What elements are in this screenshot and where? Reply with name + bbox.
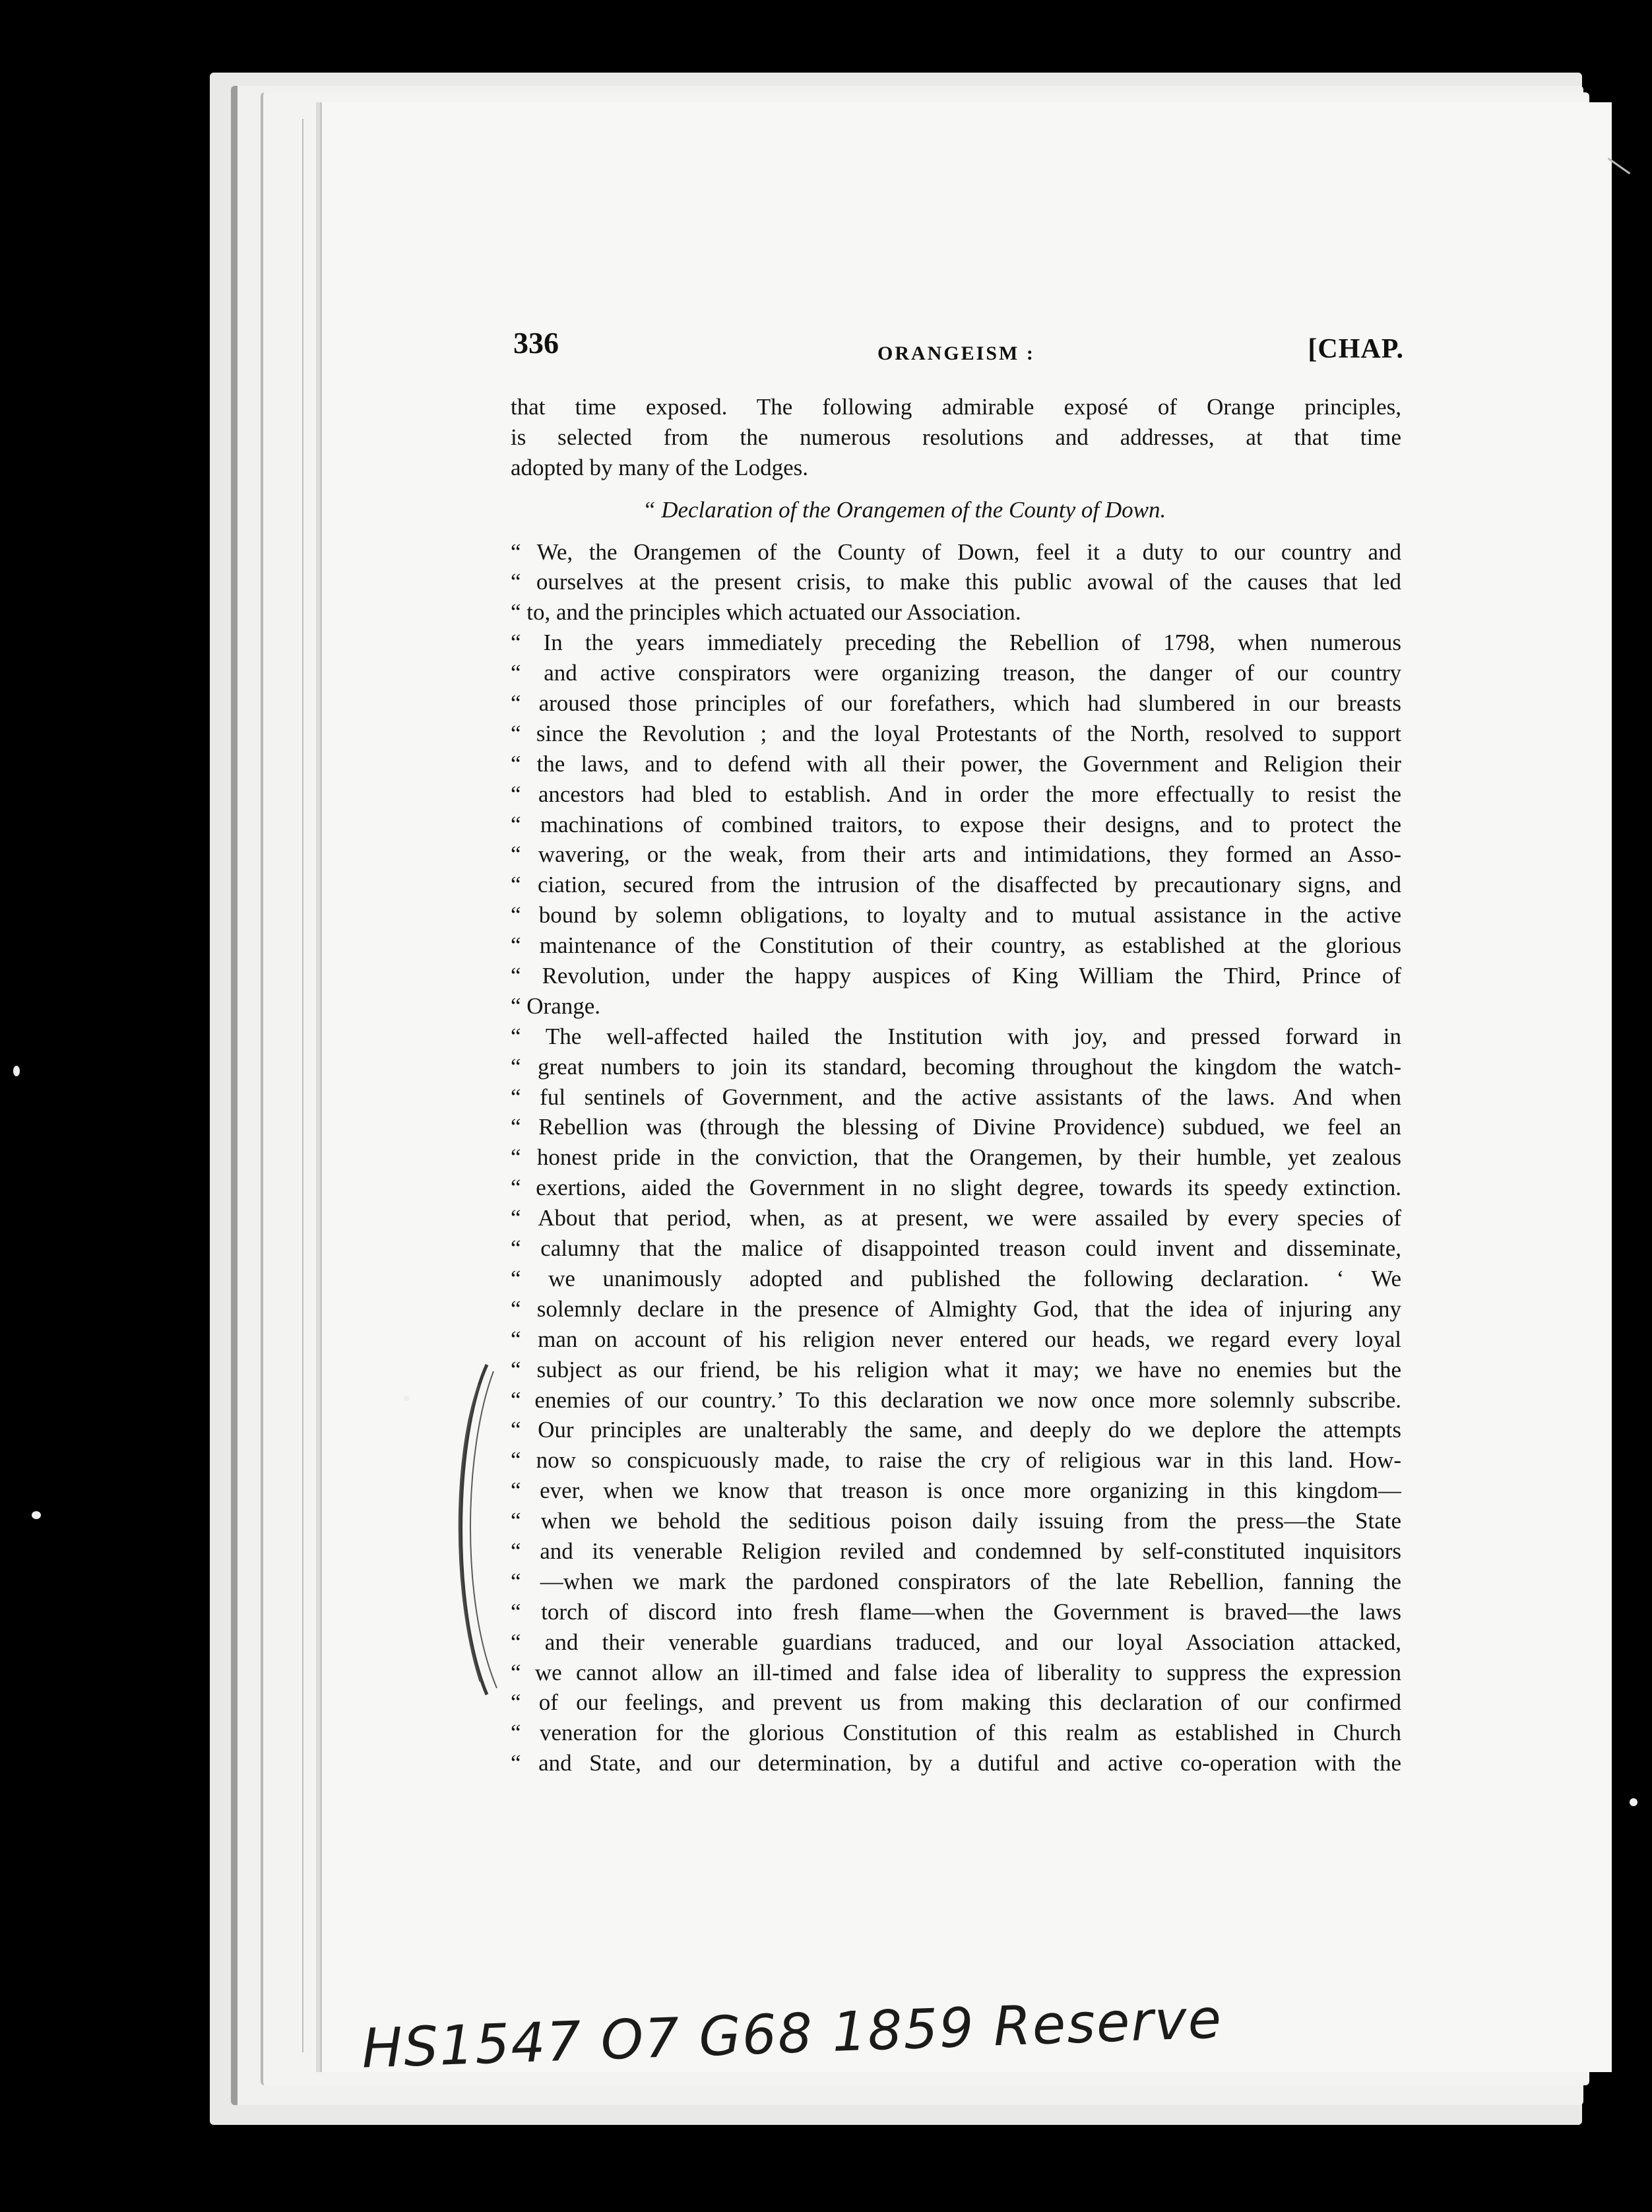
text-line: “ ciation, secured from the intrusion of the disaffected by precautionary signs, and <box>511 872 1401 898</box>
text-line: “ veneration for the glorious Constitution of this realm as established in Church <box>511 1720 1401 1746</box>
text-line: “ We, the Orangemen of the County of Down, feel it a duty to our country and <box>511 538 1401 565</box>
text-line: “ Orange. <box>511 992 601 1019</box>
text-line: “ and their venerable guardians traduced, and our loyal Association attacked, <box>511 1629 1401 1655</box>
text-line: “ great numbers to join its standard, becoming throughout the kingdom the watch- <box>511 1053 1401 1080</box>
text-line: “ torch of discord into fresh flame—when the Government is braved—the laws <box>511 1598 1401 1625</box>
text-line: adopted by many of the Lodges. <box>511 454 809 480</box>
text-line: “ to, and the principles which actuated our Association. <box>511 599 1021 626</box>
chapter-marker: [CHAP. <box>1308 334 1404 364</box>
text-line: “ man on account of his religion never entered our heads, we regard every loyal <box>511 1326 1401 1352</box>
text-line: “ Revolution, under the happy auspices of King William the Third, Prince of <box>511 963 1401 989</box>
text-line: “ About that period, when, as at present, we were assailed by every species of <box>511 1205 1401 1231</box>
text-line: is selected from the numerous resolutions and addresses, at that time <box>511 424 1401 450</box>
body-text <box>511 392 1401 1778</box>
text-line: “ enemies of our country.’ To this declaration we now once more solemnly subscribe. <box>511 1386 1401 1413</box>
text-line: “ calumny that the malice of disappointed treason could invent and disseminate, <box>511 1235 1401 1262</box>
text-line: “ In the years immediately preceding the Rebellion of 1798, when numerous <box>511 630 1401 656</box>
text-line: “ ourselves at the present crisis, to make this public avowal of the causes that led <box>511 569 1401 595</box>
text-line: “ honest pride in the conviction, that the Orangemen, by their humble, yet zealous <box>511 1144 1401 1171</box>
text-line: “ the laws, and to defend with all their power, the Government and Religion their <box>511 750 1401 777</box>
text-line: “ aroused those principles of our forefathers, which had slumbered in our breasts <box>511 690 1401 717</box>
text-line: “ —when we mark the pardoned conspirators of the late Rebellion, fanning the <box>511 1568 1401 1594</box>
declaration-caption: “ Declaration of the Orangemen of the County of Down. <box>643 496 1166 523</box>
text-line: “ wavering, or the weak, from their arts and intimidations, they formed an Asso- <box>511 841 1401 868</box>
running-header <box>513 320 1404 373</box>
text-line: “ Rebellion was (through the blessing of Divine Providence) subdued, we feel an <box>511 1114 1401 1140</box>
speck <box>1630 1798 1637 1806</box>
pencil-bracket-mark <box>441 1358 500 1701</box>
page-number: 336 <box>513 326 559 360</box>
text-line: “ and its venerable Religion reviled and condemned by self-constituted inquisitors <box>511 1538 1401 1564</box>
handwritten-call-number: HS1547 O7 G68 1859 Reserve <box>360 1988 1224 2081</box>
page-edge-line <box>302 119 303 2052</box>
text-line: “ maintenance of the Constitution of their country, as established at the glorious <box>511 932 1401 959</box>
text-line: “ when we behold the seditious poison daily issuing from the press—the State <box>511 1508 1401 1534</box>
text-line: “ machinations of combined traitors, to expose their designs, and to protect the <box>511 811 1401 837</box>
text-line: “ ancestors had bled to establish. And in order the more effectually to resist the <box>511 781 1401 807</box>
text-line: “ of our feelings, and prevent us from making this declaration of our confirmed <box>511 1689 1401 1716</box>
speck <box>13 1066 20 1076</box>
speck <box>404 1396 409 1401</box>
speck <box>32 1511 41 1519</box>
text-line: “ The well-affected hailed the Institution with joy, and pressed forward in <box>511 1023 1401 1049</box>
running-title: ORANGEISM : <box>877 342 1035 364</box>
text-line: “ ever, when we know that treason is once more organizing in this kingdom— <box>511 1478 1401 1504</box>
text-line: “ we unanimously adopted and published the following declaration. ‘ We <box>511 1265 1401 1291</box>
text-line: “ Our principles are unalterably the same, and deeply do we deplore the attempts <box>511 1417 1401 1443</box>
text-line: “ since the Revolution ; and the loyal Protestants of the North, resolved to support <box>511 720 1401 746</box>
text-line: “ exertions, aided the Government in no slight degree, towards its speedy extinction. <box>511 1175 1401 1201</box>
text-line: that time exposed. The following admirable exposé of Orange principles, <box>511 394 1401 420</box>
text-line: “ and State, and our determination, by a dutiful and active co-operation with the <box>511 1750 1401 1776</box>
text-line: “ and active conspirators were organizing treason, the danger of our country <box>511 660 1401 686</box>
text-line: “ ful sentinels of Government, and the active assistants of the laws. And when <box>511 1084 1401 1110</box>
text-line: “ subject as our friend, be his religion what it may; we have no enemies but the <box>511 1356 1401 1382</box>
text-line: “ we cannot allow an ill-timed and false idea of liberality to suppress the expression <box>511 1659 1401 1685</box>
text-line: “ bound by solemn obligations, to loyalty and to mutual assistance in the active <box>511 902 1401 928</box>
text-line: “ now so conspicuously made, to raise the cry of religious war in this land. How- <box>511 1447 1401 1474</box>
text-line: “ solemnly declare in the presence of Almighty God, that the idea of injuring any <box>511 1295 1401 1322</box>
